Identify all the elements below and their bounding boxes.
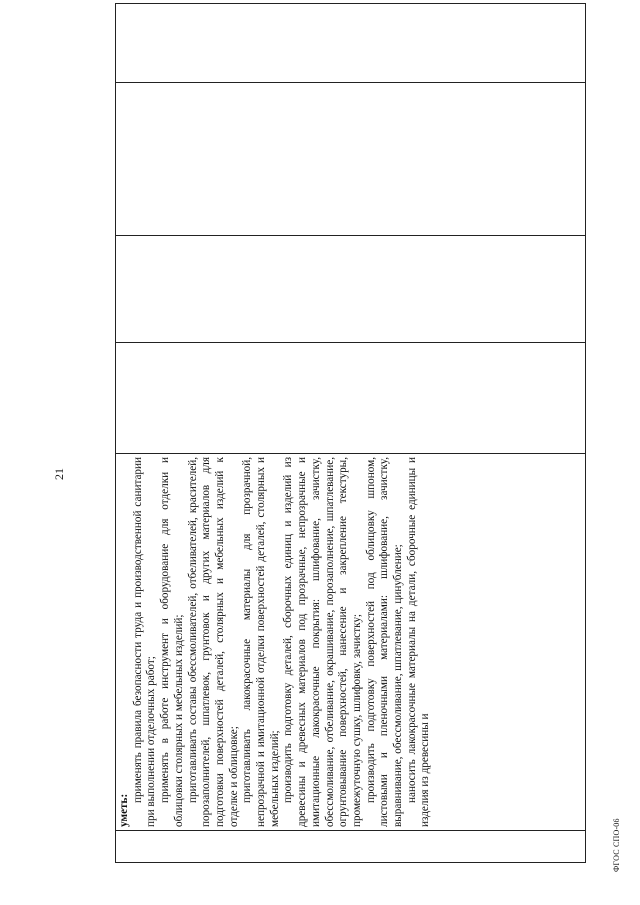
table-cell-empty <box>116 83 586 236</box>
footer-label: ФГОС СПО-06 <box>612 818 621 872</box>
table-row <box>116 4 586 863</box>
table-cell-empty <box>116 236 586 343</box>
skill-item: наносить лакокрасочные материалы на детали, сборочные единицы и изделия из древесины и <box>405 457 432 827</box>
table-cell-empty <box>116 343 586 454</box>
table-cell-index <box>116 831 586 863</box>
skill-item: приготавливать составы обессмоливателей, отбеливателей, красителей, порозаполнителей, шпатлевок, грунтовок и других материалов для подготовки поверхностей деталей, столярных и мебельных изделий к отделке и облицовке; <box>186 457 240 827</box>
skill-item: приготавливать лакокрасочные материалы для прозрачной, непрозрачной и имитационной отделки поверхностей деталей, столярных и мебельных изделий; <box>241 457 281 827</box>
standards-table <box>115 3 586 863</box>
skill-item: применять правила безопасности труда и производственной санитарии при выполнении отделочных работ; <box>131 457 158 827</box>
skills-heading: уметь: <box>118 793 130 827</box>
skill-item: применять в работе инструмент и оборудование для отделки и облицовки столярных и мебельных изделий; <box>159 457 185 827</box>
table-cell-skills <box>116 454 586 831</box>
skill-item: производить подготовку поверхностей под облицовку шпоном, листовыми и пленочными материалами: шлифование, зачистку, выравнивание, обессмоливание, шпатлевание, цинубление; <box>364 457 405 827</box>
skill-item: производить подготовку деталей, сборочных единиц и изделий из древесины и древесных материалов под прозрачные, непрозрачные и имитационные лакокрасочные покрытия: шлифование, зачистку, обессмоливание, отбеливание, окрашивание, порозаполнение, шпатлевание, огрунтовывание поверхностей, нанесение и закрепление текстуры, промежуточную сушку, шлифовку, зачистку; <box>282 457 363 827</box>
table-cell-empty <box>116 4 586 83</box>
page-number: 21 <box>52 468 66 480</box>
